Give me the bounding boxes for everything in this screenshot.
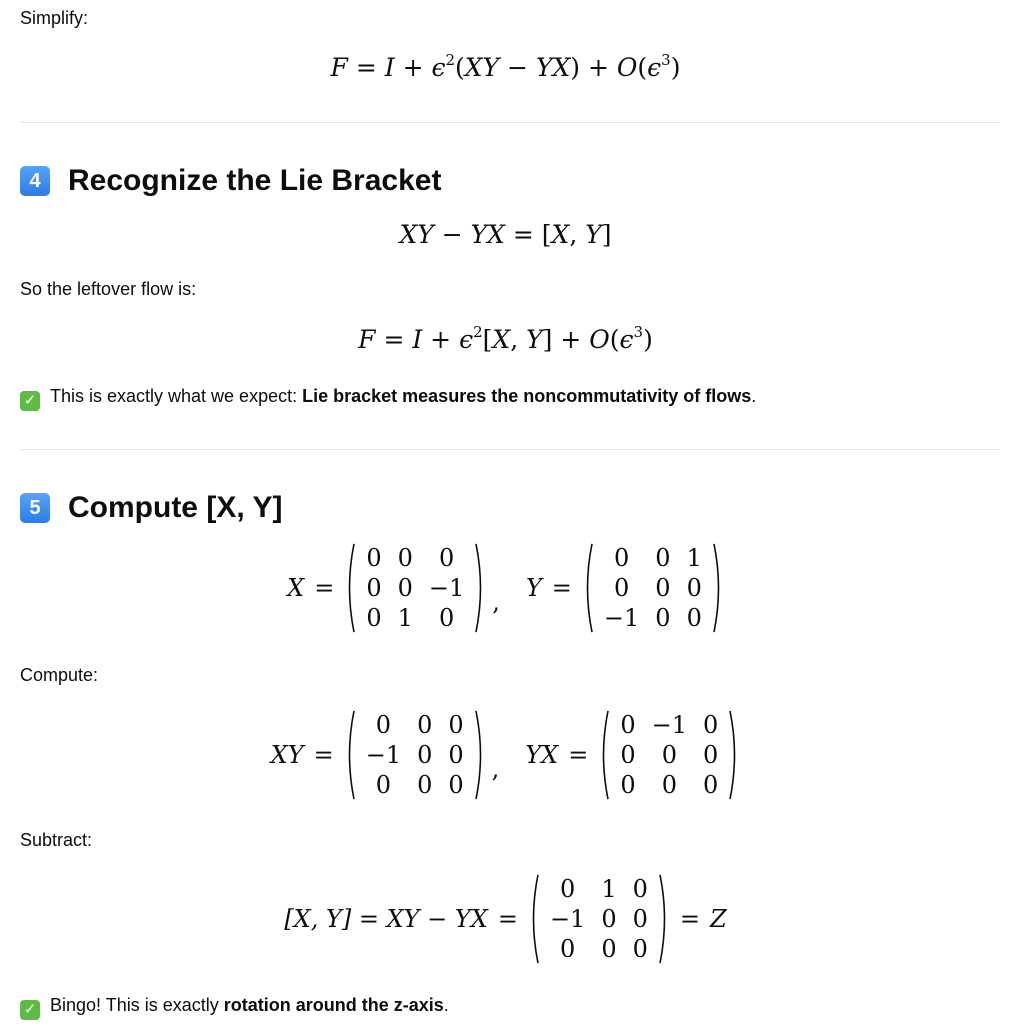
equals-sign: =: [313, 741, 334, 769]
matrix-cell: 0: [601, 935, 617, 963]
divider: [20, 122, 1000, 123]
bracket-label: [X, Y] = XY − YX: [284, 905, 488, 933]
matrix-row: [612, 740, 726, 770]
matrix-z: [528, 874, 670, 964]
matrix-cell: 0: [417, 711, 433, 739]
matrix-cell: −1: [603, 604, 640, 632]
matrix-cell: 0: [438, 544, 455, 572]
matrix-cell: 0: [448, 741, 464, 769]
section-5-note-suffix: .: [443, 995, 449, 1015]
matrix-table: [542, 874, 656, 964]
matrix-cell: 0: [448, 771, 464, 799]
equals-sign: =: [314, 574, 335, 602]
y-label: Y: [525, 574, 542, 602]
matrix-row: [542, 904, 656, 934]
matrix-row: [612, 770, 726, 800]
matrix-cell: 0: [613, 544, 630, 572]
matrix-cell: 0: [366, 574, 382, 602]
left-paren: [598, 710, 610, 800]
matrix-table: [358, 710, 472, 800]
matrix-row: [358, 603, 472, 633]
keycap-5-icon: 5: [20, 493, 50, 523]
section-4-note-suffix: .: [751, 386, 757, 406]
matrix-cell: 0: [655, 544, 671, 572]
matrix-x: [344, 543, 486, 633]
matrix-row: [596, 603, 710, 633]
left-paren: [582, 543, 594, 633]
matrix-cell: 1: [601, 875, 617, 903]
matrix-cell: −1: [428, 574, 465, 602]
matrix-cell: 0: [559, 935, 576, 963]
matrix-cell: 0: [613, 574, 630, 602]
matrix-cell: 0: [417, 741, 433, 769]
matrix-cell: 0: [703, 771, 719, 799]
matrix-row: [542, 934, 656, 964]
matrix-row: [358, 740, 472, 770]
right-paren: [474, 543, 486, 633]
right-paren: [712, 543, 724, 633]
leftover-flow-text: So the leftover flow is:: [20, 279, 197, 299]
section-5-heading: [20, 490, 282, 526]
matrix-row: [358, 710, 472, 740]
subtract-text: Subtract:: [20, 830, 93, 850]
matrix-cell: −1: [365, 741, 402, 769]
matrix-cell: 0: [703, 741, 719, 769]
matrix-row: [542, 874, 656, 904]
matrix-cell: 1: [686, 544, 702, 572]
matrix-cell: 0: [632, 935, 648, 963]
left-paren: [344, 710, 356, 800]
section-5-note-bold: rotation around the z-axis: [223, 995, 444, 1015]
keycap-4-icon: 4: [20, 166, 50, 196]
matrix-row: [358, 573, 472, 603]
matrix-row: [612, 710, 726, 740]
matrix-cell: 0: [632, 905, 648, 933]
x-label: X: [287, 574, 305, 602]
matrix-cell: 0: [559, 875, 576, 903]
left-paren: [344, 543, 356, 633]
matrix-cell: 0: [375, 771, 392, 799]
matrix-yx: [598, 710, 740, 800]
bracket-result: [0, 873, 1011, 965]
simplified-equation: $F = I + \epsilon^2(XY - YX) + O(\epsilon^3)$: [330, 51, 681, 82]
matrix-cell: 0: [620, 741, 636, 769]
matrix-cell: 0: [655, 574, 671, 602]
lie-bracket-equation: XY − YX = [X, Y]: [399, 220, 612, 249]
matrix-cell: 0: [601, 905, 617, 933]
matrix-row: [596, 543, 710, 573]
right-paren: [474, 710, 486, 800]
section-5-note: [20, 993, 449, 1020]
matrix-y: [582, 543, 724, 633]
matrix-cell: −1: [549, 905, 586, 933]
matrix-cell: −1: [651, 711, 688, 739]
right-paren: [658, 874, 670, 964]
leftover-flow-equation: $F = I + \epsilon^2[X$, $Y] + O(\epsilon^3)$: [358, 323, 653, 354]
matrix-cell: 0: [661, 741, 677, 769]
section-4-note-bold: Lie bracket measures the noncommutativity of flows: [302, 386, 752, 406]
equals-sign: =: [679, 905, 700, 933]
matrix-row: [358, 543, 472, 573]
matrix-cell: 0: [655, 604, 671, 632]
matrix-cell: 0: [397, 544, 413, 572]
matrix-row: [596, 573, 710, 603]
section-4-note-prefix: This is exactly what we expect:: [50, 386, 303, 406]
matrix-cell: 0: [375, 711, 392, 739]
x-y-definition: [0, 542, 1011, 634]
right-paren: [728, 710, 740, 800]
check-mark-icon: ✓: [20, 391, 40, 411]
equals-sign: =: [497, 905, 518, 933]
matrix-cell: 0: [417, 771, 433, 799]
xy-yx-products: [0, 709, 1011, 801]
matrix-cell: 0: [438, 604, 455, 632]
matrix-cell: 0: [448, 711, 464, 739]
matrix-row: [358, 770, 472, 800]
matrix-cell: 0: [620, 771, 636, 799]
section-4-title: Recognize the Lie Bracket: [68, 164, 442, 197]
matrix-cell: 0: [703, 711, 719, 739]
equals-sign: =: [568, 741, 589, 769]
matrix-cell: 0: [366, 604, 382, 632]
matrix-table: [596, 543, 710, 633]
matrix-xy: [344, 710, 486, 800]
section-5-title: Compute [X, Y]: [68, 491, 283, 524]
yx-label: YX: [525, 741, 559, 769]
z-label: Z: [710, 905, 727, 933]
section-4-note: [20, 384, 756, 411]
comma: ,: [491, 755, 500, 783]
matrix-cell: 0: [620, 711, 636, 739]
intro-text: Simplify:: [20, 8, 89, 28]
left-paren: [528, 874, 540, 964]
matrix-cell: 0: [686, 604, 702, 632]
equals-sign: =: [551, 574, 572, 602]
matrix-cell: 0: [366, 544, 382, 572]
matrix-cell: 0: [632, 875, 648, 903]
compute-text: Compute:: [20, 665, 99, 685]
matrix-table: [358, 543, 472, 633]
matrix-cell: 0: [397, 574, 413, 602]
check-mark-icon: ✓: [20, 1000, 40, 1020]
xy-label: XY: [270, 741, 304, 769]
divider: [20, 449, 1000, 450]
matrix-cell: 0: [661, 771, 677, 799]
section-4-heading: [20, 163, 441, 199]
comma: ,: [492, 588, 500, 616]
matrix-table: [612, 710, 726, 800]
section-5-note-prefix: Bingo! This is exactly: [50, 995, 224, 1015]
matrix-cell: 0: [686, 574, 702, 602]
matrix-cell: 1: [397, 604, 413, 632]
